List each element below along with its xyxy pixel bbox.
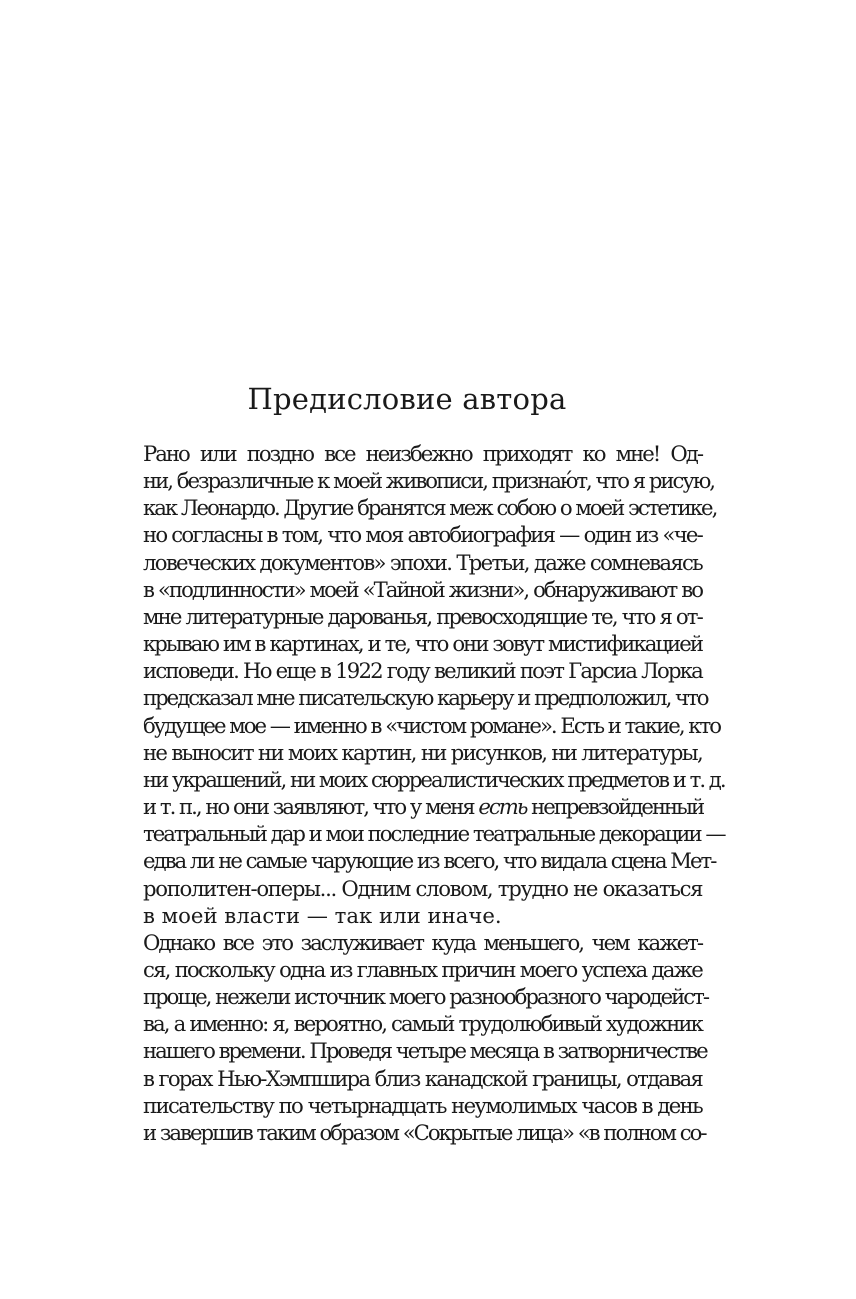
text-line: предсказал мне писательскую карьеру и предположил, что xyxy=(143,685,708,711)
text-line: ва, а именно: я, вероятно, самый трудолюбивый художник xyxy=(143,1011,702,1037)
text-line-with-emphasis xyxy=(112,793,702,820)
text-line: ся, поскольку одна из главных причин моего успеха даже xyxy=(143,956,702,982)
text-line: как Леонардо. Другие бранятся меж собою о моей эстетике, xyxy=(143,495,717,521)
text-line: исповеди. Но еще в 1922 году великий поэт Гарсиа Лорка xyxy=(143,658,702,684)
emphasized-word: есть xyxy=(478,794,527,820)
text-line: ни, безразличные к моей живописи, признаю́т, что я рисую, xyxy=(143,468,715,494)
text-line: писательству по четырнадцать неумолимых часов в день xyxy=(143,1092,702,1118)
text-line: рополитен-оперы... Одним словом, трудно не оказаться xyxy=(143,875,703,901)
emph-line-after: непревзойденный xyxy=(526,794,704,820)
text-line: театральный дар и мои последние театральные декорации — xyxy=(143,821,725,847)
text-line: не выносит ни моих картин, ни рисунков, ни литературы, xyxy=(143,739,702,765)
text-line: Однако все это заслуживает куда меньшего, чем кажет- xyxy=(143,929,702,955)
text-line: нашего времени. Проведя четыре месяца в затворничестве xyxy=(143,1038,707,1064)
text-line: в «подлинности» моей «Тайной жизни», обнаруживают во xyxy=(143,576,702,602)
text-line: ловеческих документов» эпохи. Третьи, даже сомневаясь xyxy=(143,549,702,575)
text-line: будущее мое — именно в «чистом романе». Есть и такие, кто xyxy=(143,712,721,738)
text-line: проще, нежели источник моего разнообразного чародейст- xyxy=(143,984,708,1010)
paragraph-1 xyxy=(112,440,725,929)
text-line: ни украшений, ни моих сюрреалистических предметов и т. д. xyxy=(143,766,725,792)
text-line: в горах Нью-Хэмпшира близ канадской границы, отдавая xyxy=(143,1065,702,1091)
text-line: едва ли не самые чарующие из всего, что видала сцена Мет- xyxy=(143,848,716,874)
paragraph-2 xyxy=(112,929,708,1146)
text-line: и завершив таким образом «Сокрытые лица» «в полном со- xyxy=(143,1119,706,1145)
body-text xyxy=(112,440,725,1146)
text-line: в моей власти — так или иначе. xyxy=(143,902,502,928)
text-line: но согласны в том, что моя автобиография — один из «че- xyxy=(143,522,702,548)
text-line: мне литературные дарованья, превосходящие те, что я от- xyxy=(143,603,702,629)
chapter-title: Предисловие автора xyxy=(247,382,567,416)
text-line: Рано или поздно все неизбежно приходят ко мне! Од- xyxy=(143,441,702,466)
text-line: крываю им в картинах, и те, что они зовут мистификацией xyxy=(143,631,702,657)
emph-line-before: и т. п., но они заявляют, что у меня xyxy=(143,794,479,820)
